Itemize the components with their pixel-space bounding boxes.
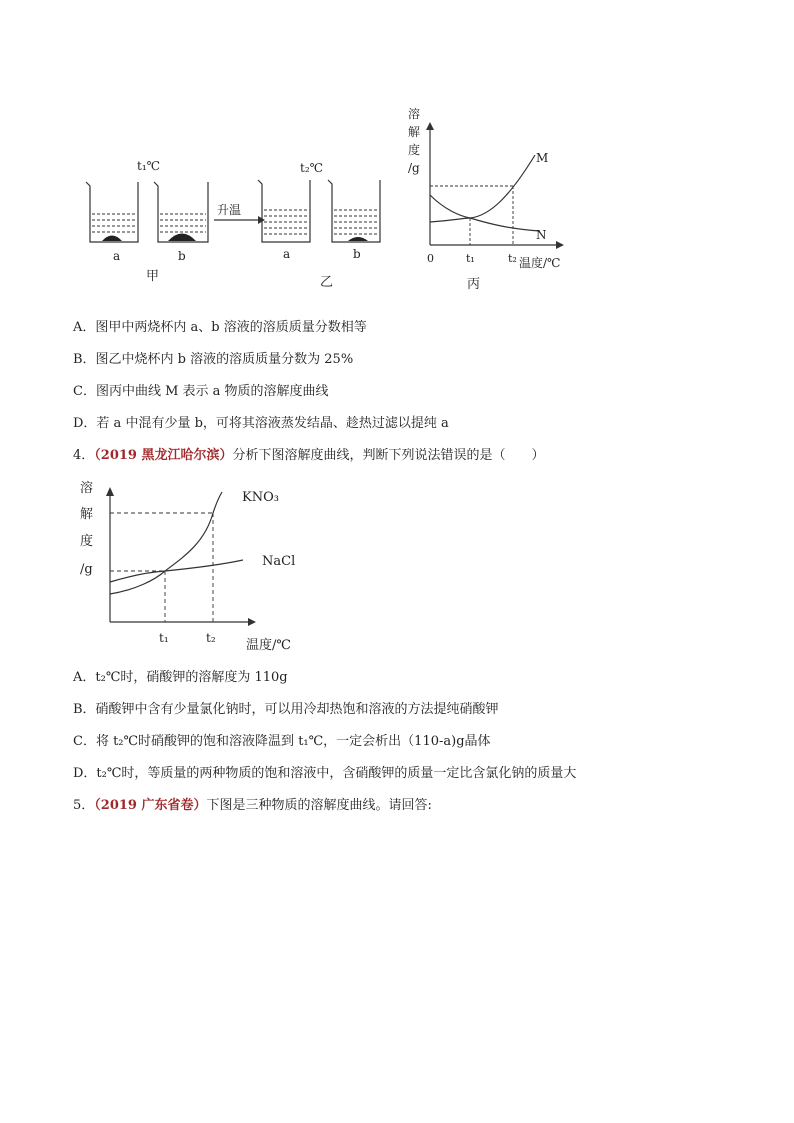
q3-option-c: C．图丙中曲线 M 表示 a 物质的溶解度曲线 [73,384,329,399]
curve-label-M: M [536,151,549,165]
graph-bing-origin: 0 [427,252,434,265]
q4-ylabel-4: /g [80,562,93,577]
q4-option-b: B．硝酸钾中含有少量氯化钠时，可以用冷却热饱和溶液的方法提纯硝酸钾 [73,702,499,717]
beaker-yi-a [258,180,310,242]
beaker-jia-b [154,182,208,242]
graph-bing-t1: t₁ [466,252,475,265]
arrow-label: 升温 [217,203,242,217]
heat-arrow [214,216,265,224]
q5-number: 5． [73,798,95,813]
q4-xlabel: 温度/℃ [246,638,291,653]
q4-label-kno3: KNO₃ [242,490,279,505]
q4-source: （2019 黑龙江哈尔滨） [94,448,233,463]
q5-source: （2019 广东省卷） [94,798,207,813]
q4-ylabel-1: 溶 [80,481,94,496]
q3-figure [70,100,590,300]
graph-bing-t2: t₂ [508,252,517,265]
group-label-jia: 甲 [146,269,160,284]
q4-label-nacl: NaCl [262,554,296,569]
beaker-jia-a [86,182,138,242]
q4-stem-line [73,444,545,463]
q4-option-d: D．t₂℃时，等质量的两种物质的饱和溶液中，含硝酸钾的质量一定比含氯化钠的质量大 [73,766,577,781]
q5-stem-line [73,794,432,813]
q5-stem: 下图是三种物质的溶解度曲线。请回答: [206,798,432,813]
q3-option-d: D．若 a 中混有少量 b，可将其溶液蒸发结晶、趁热过滤以提纯 a [73,416,449,431]
q4-number: 4． [73,448,95,463]
temp-label-yi: t₂℃ [300,161,324,175]
graph-bing-xlabel: 温度/℃ [519,256,561,270]
beaker-label-b2: b [353,247,361,261]
graph-bing-caption: 丙 [467,277,481,292]
graph-bing-ylabel-2: 解 [408,125,421,139]
group-label-yi: 乙 [320,275,334,290]
graph-bing-ylabel-1: 溶 [408,107,421,121]
q3-option-a: A．图甲中两烧杯内 a、b 溶液的溶质质量分数相等 [73,320,367,335]
beaker-label-b1: b [178,249,186,263]
graph-bing [408,106,564,292]
beaker-label-a1: a [113,249,121,263]
q4-stem: 分析下图溶解度曲线，判断下列说法错误的是（ ） [232,448,545,463]
curve-label-N: N [536,228,547,242]
temp-label-jia: t₁℃ [137,159,161,173]
q4-ylabel-3: 度 [80,534,94,549]
q3-option-b: B．图乙中烧杯内 b 溶液的溶质质量分数为 25% [73,352,354,367]
q4-graph [70,472,330,657]
graph-bing-ylabel-4: /g [408,161,420,175]
q4-option-a: A．t₂℃时，硝酸钾的溶解度为 110g [73,670,288,685]
beaker-yi-b [328,180,380,242]
beaker-label-a2: a [283,247,291,261]
q4-option-c: C．将 t₂℃时硝酸钾的饱和溶液降温到 t₁℃，一定会析出（110-a)g晶体 [73,734,491,749]
q4-ylabel-2: 解 [80,507,94,522]
q4-t1: t₁ [159,631,169,645]
graph-bing-ylabel-3: 度 [408,143,421,157]
q4-t2: t₂ [206,631,216,645]
